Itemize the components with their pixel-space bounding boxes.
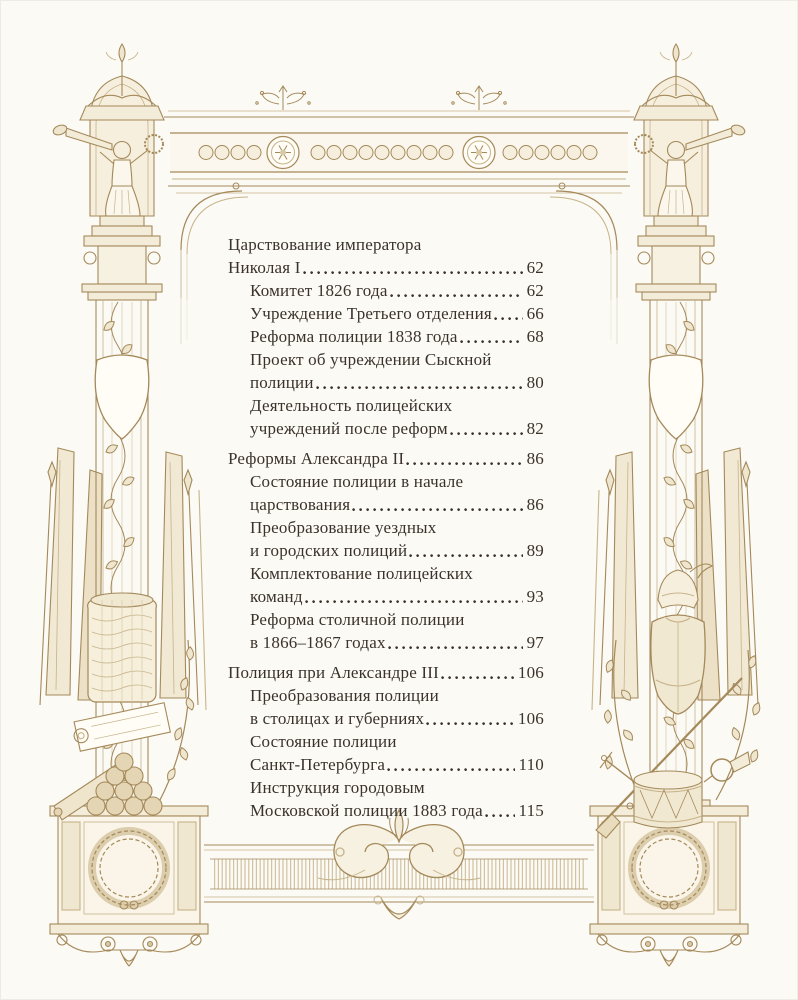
dot-leader <box>460 339 523 344</box>
toc-line <box>228 394 544 417</box>
anthemion-scroll-icon <box>256 86 310 110</box>
acanthus-cartouche-icon <box>318 810 480 919</box>
toc-entry <box>228 661 544 684</box>
toc-entry <box>228 776 544 822</box>
toc-line <box>228 447 544 470</box>
toc-entry <box>228 516 544 562</box>
page-number: 115 <box>518 801 544 820</box>
toc-entry <box>228 684 544 730</box>
dot-leader <box>494 316 523 321</box>
toc-line <box>228 776 544 799</box>
toc-line <box>228 799 544 822</box>
toc-line <box>228 631 544 654</box>
page-number: 97 <box>526 633 544 652</box>
dot-leader <box>305 599 523 604</box>
toc-entry-text: Состояние полиции <box>250 732 397 751</box>
toc-entry-text: Реформа столичной полиции <box>250 610 465 629</box>
dot-leader <box>406 461 522 466</box>
toc-line <box>228 539 544 562</box>
dot-leader <box>426 721 514 726</box>
toc-entry-text: Проект об учреждении Сыскной <box>250 350 492 369</box>
page-number: 80 <box>526 373 544 392</box>
toc-entry <box>228 394 544 440</box>
toc-entry-text: царствования <box>250 495 351 514</box>
toc-line <box>228 233 544 256</box>
dot-leader <box>316 385 523 390</box>
toc-entry-text: Комплектование полицейских <box>250 564 473 583</box>
toc-line <box>228 585 544 608</box>
toc-entry-text: в столицах и губерниях <box>250 709 425 728</box>
frame-side-left <box>40 44 208 966</box>
toc-line <box>228 684 544 707</box>
toc-entry-text: команд <box>250 587 303 606</box>
toc-line <box>228 661 544 684</box>
dot-leader <box>303 270 523 275</box>
page-number: 66 <box>526 304 544 323</box>
toc-line <box>228 516 544 539</box>
page-number: 86 <box>526 495 544 514</box>
toc-line <box>228 325 544 348</box>
toc-entry-text: Деятельность полицейских <box>250 396 453 415</box>
page-number: 82 <box>526 419 544 438</box>
toc-entry-text: Николая I <box>228 258 301 277</box>
page-number: 68 <box>526 327 544 346</box>
toc-entry <box>228 608 544 654</box>
dot-leader <box>352 507 522 512</box>
toc-line <box>228 279 544 302</box>
page-number: 62 <box>526 258 544 277</box>
page-number: 89 <box>526 541 544 560</box>
toc-line <box>228 302 544 325</box>
toc-entry-text: Преобразование уездных <box>250 518 437 537</box>
toc-entry <box>228 302 544 325</box>
dot-leader <box>441 675 514 680</box>
toc-entry <box>228 348 544 394</box>
toc-entry-text: Преобразования полиции <box>250 686 439 705</box>
inner-corner-bracket-right <box>550 183 617 344</box>
toc-line <box>228 371 544 394</box>
dot-leader <box>388 645 523 650</box>
page-number: 93 <box>526 587 544 606</box>
dot-leader <box>485 813 515 818</box>
dot-leader <box>450 431 523 436</box>
toc-entry-text: Московской полиции 1883 года <box>250 801 483 820</box>
toc-entry-text: Царствование императора <box>228 235 422 254</box>
toc-entry <box>228 325 544 348</box>
drum-icon <box>634 771 702 828</box>
bottom-rail <box>204 810 594 919</box>
toc-line <box>228 256 544 279</box>
toc-line <box>228 493 544 516</box>
anthemion-scroll-icon <box>452 86 506 110</box>
toc-entry-text: Санкт-Петербурга <box>250 755 386 774</box>
page-number: 110 <box>518 755 544 774</box>
guilloche-rail-icon <box>164 86 634 193</box>
toc-entry-text: в 1866–1867 годах <box>250 633 386 652</box>
toc-entry-text: и городских полиций <box>250 541 408 560</box>
dot-leader <box>390 293 523 298</box>
toc-line <box>228 348 544 371</box>
toc-entry <box>228 279 544 302</box>
dot-leader <box>387 767 514 772</box>
toc-entry-text: полиции <box>250 373 314 392</box>
dot-leader <box>409 553 522 558</box>
toc-entry-text: Полиция при Александре III <box>228 663 440 682</box>
toc-entry <box>228 730 544 776</box>
page-number: 106 <box>517 663 544 682</box>
toc-entry <box>228 562 544 608</box>
toc-line <box>228 417 544 440</box>
toc-line <box>228 753 544 776</box>
page-number: 86 <box>526 449 544 468</box>
toc-line <box>228 707 544 730</box>
toc-entry-text: Реформа полиции 1838 года <box>250 327 458 346</box>
toc-entry-text: Инструкция городовым <box>250 778 425 797</box>
page-number: 106 <box>517 709 544 728</box>
page-number: 62 <box>526 281 544 300</box>
toc-entry <box>228 447 544 470</box>
toc-line <box>228 730 544 753</box>
toc-entry <box>228 233 544 279</box>
toc-entry <box>228 470 544 516</box>
table-of-contents <box>228 233 544 822</box>
toc-entry-text: Комитет 1826 года <box>250 281 388 300</box>
toc-line <box>228 562 544 585</box>
toc-entry-text: Состояние полиции в начале <box>250 472 464 491</box>
toc-entry-text: учреждений после реформ <box>250 419 448 438</box>
toc-line <box>228 470 544 493</box>
toc-entry-text: Реформы Александра II <box>228 449 405 468</box>
toc-entry-text: Учреждение Третьего отделения <box>250 304 492 323</box>
toc-line <box>228 608 544 631</box>
